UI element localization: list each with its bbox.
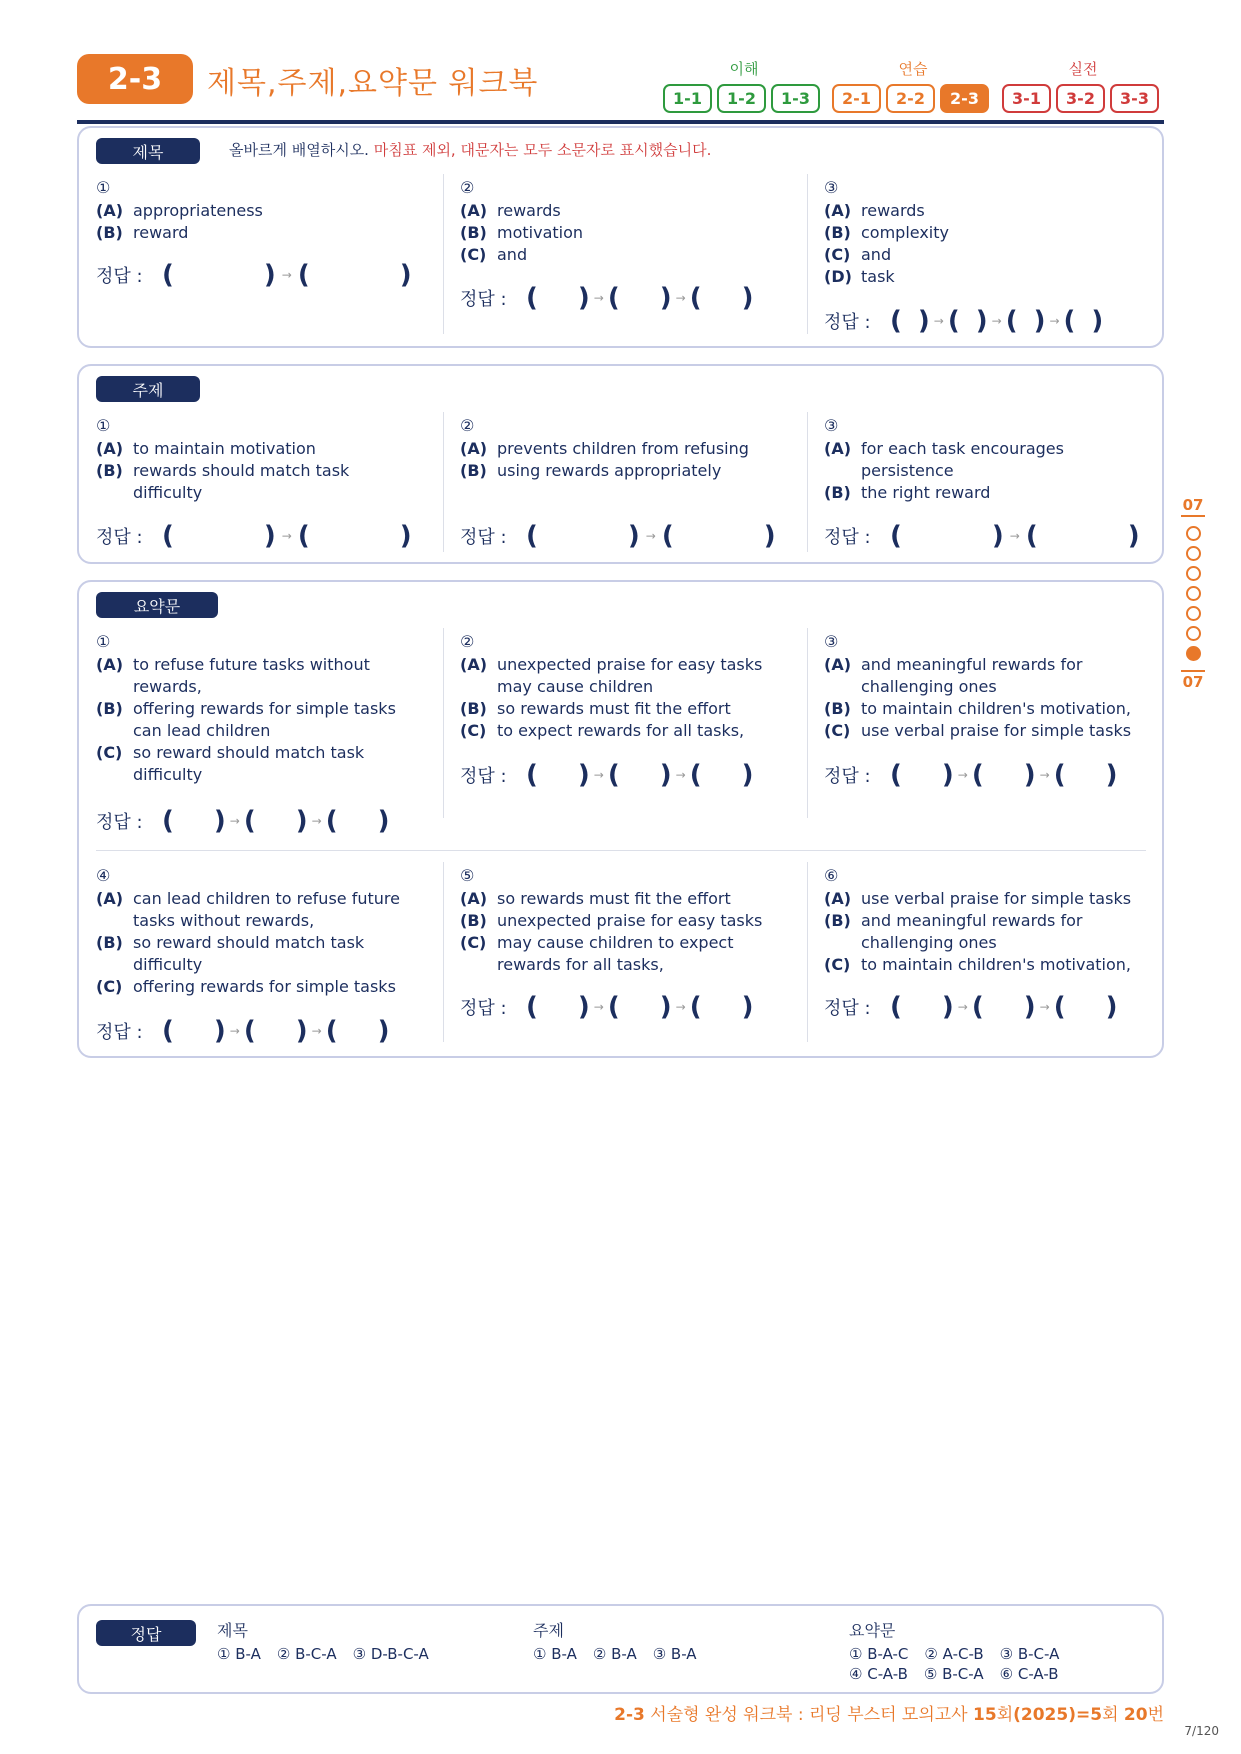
question-3	[824, 416, 1144, 504]
option-c: (C) to expect rewards for all tasks,	[460, 721, 745, 740]
answer-blank[interactable]: 정답 : ( ) → ( )	[824, 521, 1140, 551]
summary-section	[77, 580, 1164, 1058]
chip-2-2[interactable]: 2-2	[886, 84, 935, 113]
option-b: (B) to maintain children's motivation,	[824, 699, 1131, 718]
option-c: (C) offering rewards for simple tasks	[96, 977, 396, 996]
answer-key-summary: 요약문 ① B-A-C ② A-C-B ③ B-C-A ④ C-A-B ⑤ B-C-A ⑥ C-A-B	[849, 1621, 1060, 1683]
option-a: (A) prevents children from refusing	[460, 439, 749, 458]
question-3	[824, 178, 1144, 288]
option-b: (B) so reward should match task difficulty	[96, 933, 365, 974]
progress-dot	[1186, 546, 1201, 561]
answer-blank[interactable]: 정답 : ( ) → ( ) → ( )	[96, 1016, 390, 1046]
chip-1-3[interactable]: 1-3	[771, 84, 820, 113]
option-a: (A) rewards	[824, 201, 925, 220]
option-b: (B) unexpected praise for easy tasks	[460, 911, 763, 930]
section-tag-summary: 요약문	[96, 592, 218, 618]
question-6	[824, 866, 1144, 976]
chip-3-1[interactable]: 3-1	[1002, 84, 1051, 113]
answer-blank[interactable]: 정답 : ( ) → ( ) → ( )	[460, 992, 754, 1022]
option-a: (A) to refuse future tasks without rewards,	[96, 655, 370, 696]
chip-2-1[interactable]: 2-1	[832, 84, 881, 113]
option-b: (B) complexity	[824, 223, 949, 242]
progress-dot	[1186, 606, 1201, 621]
answer-blank[interactable]: 정답 : ( ) → ( )	[96, 260, 412, 290]
option-a: (A) use verbal praise for simple tasks	[824, 889, 1132, 908]
side-progress	[1181, 496, 1205, 691]
answer-key-topic: 주제 ① B-A ② B-A ③ B-A	[533, 1621, 697, 1663]
answer-blank[interactable]: 정답 : ( ) → ( )	[96, 521, 412, 551]
answer-blank[interactable]: 정답 : ( ) → ( )	[460, 521, 776, 551]
progress-dot	[1186, 626, 1201, 641]
question-number: ③	[824, 416, 839, 435]
group-label: 이해	[729, 60, 759, 78]
option-b: (B) offering rewards for simple tasks can lead children	[96, 699, 396, 740]
chip-1-1[interactable]: 1-1	[663, 84, 712, 113]
option-c: (C) may cause children to expect rewards for all tasks,	[460, 933, 734, 974]
answer-blank[interactable]: 정답 : ( ) → ( ) → ( ) → ( )	[824, 306, 1104, 336]
answer-key-tag: 정답	[96, 1620, 196, 1646]
answer-blank[interactable]: 정답 : ( ) → ( ) → ( )	[460, 283, 754, 313]
option-b: (B) so rewards must fit the effort	[460, 699, 731, 718]
question-2	[460, 632, 780, 742]
option-b: (B) using rewards appropriately	[460, 461, 722, 480]
question-number: ①	[96, 416, 111, 435]
header-divider	[77, 120, 1164, 124]
instruction	[229, 139, 711, 160]
chip-3-2[interactable]: 3-2	[1056, 84, 1105, 113]
question-number: ②	[460, 416, 475, 435]
question-number: ⑤	[460, 866, 475, 885]
side-number-top: 07	[1181, 496, 1205, 517]
question-1	[96, 416, 416, 504]
progress-dot	[1186, 566, 1201, 581]
question-number: ②	[460, 178, 475, 197]
question-number: ①	[96, 632, 111, 651]
answer-key	[77, 1604, 1164, 1694]
answer-blank[interactable]: 정답 : ( ) → ( ) → ( )	[96, 806, 390, 836]
page-number: 7/120	[1184, 1724, 1219, 1738]
group-label: 연습	[898, 60, 928, 78]
progress-dot-current	[1186, 646, 1201, 661]
instruction-text: 올바르게 배열하시오.	[229, 141, 374, 159]
question-number: ②	[460, 632, 475, 651]
option-c: (C) to maintain children's motivation,	[824, 955, 1131, 974]
option-a: (A) appropriateness	[96, 201, 263, 220]
question-1	[96, 632, 416, 786]
question-number: ④	[96, 866, 111, 885]
option-d: (D) task	[824, 267, 895, 286]
question-2	[460, 178, 780, 266]
option-b: (B) and meaningful rewards for challenging ones	[824, 911, 1083, 952]
option-a: (A) and meaningful rewards for challenging ones	[824, 655, 1083, 696]
answer-blank[interactable]: 정답 : ( ) → ( ) → ( )	[824, 992, 1118, 1022]
question-3	[824, 632, 1144, 742]
chip-3-3[interactable]: 3-3	[1110, 84, 1159, 113]
footer-source: 2-3 서술형 완성 워크북 : 리딩 부스터 모의고사 15회(2025)=5회 20번	[614, 1705, 1164, 1725]
option-a: (A) so rewards must fit the effort	[460, 889, 731, 908]
question-5	[460, 866, 780, 976]
question-4	[96, 866, 416, 998]
unit-badge: 2-3	[77, 54, 193, 104]
answer-blank[interactable]: 정답 : ( ) → ( ) → ( )	[460, 760, 754, 790]
option-a: (A) to maintain motivation	[96, 439, 316, 458]
question-1	[96, 178, 416, 244]
title-section	[77, 126, 1164, 348]
section-tag-title: 제목	[96, 138, 200, 164]
question-number: ①	[96, 178, 111, 197]
option-a: (A) rewards	[460, 201, 561, 220]
option-c: (C) and	[824, 245, 892, 264]
question-number: ③	[824, 178, 839, 197]
option-a: (A) can lead children to refuse future tasks without rewards,	[96, 889, 400, 930]
chip-1-2[interactable]: 1-2	[717, 84, 766, 113]
section-tag-topic: 주제	[96, 376, 200, 402]
side-number-bottom: 07	[1181, 670, 1205, 691]
option-b: (B) the right reward	[824, 483, 991, 502]
question-number: ③	[824, 632, 839, 651]
page-title: 제목,주제,요약문 워크북	[207, 66, 539, 101]
option-c: (C) so reward should match task difficulty	[96, 743, 365, 784]
option-a: (A) for each task encourages persistence	[824, 439, 1064, 480]
option-c: (C) use verbal praise for simple tasks	[824, 721, 1132, 740]
answer-blank[interactable]: 정답 : ( ) → ( ) → ( )	[824, 760, 1118, 790]
chip-2-3[interactable]: 2-3	[940, 84, 989, 113]
topic-section	[77, 364, 1164, 564]
option-c: (C) and	[460, 245, 528, 264]
option-b: (B) reward	[96, 223, 189, 242]
question-number: ⑥	[824, 866, 839, 885]
question-2	[460, 416, 780, 482]
option-b: (B) motivation	[460, 223, 584, 242]
group-label: 실전	[1068, 60, 1098, 78]
option-b: (B) rewards should match task difficulty	[96, 461, 350, 502]
progress-dot	[1186, 526, 1201, 541]
instruction-note: 마침표 제외, 대문자는 모두 소문자로 표시했습니다.	[373, 141, 712, 159]
answer-key-title: 제목 ① B-A ② B-C-A ③ D-B-C-A	[217, 1621, 429, 1663]
progress-dot	[1186, 586, 1201, 601]
option-a: (A) unexpected praise for easy tasks may cause children	[460, 655, 763, 696]
